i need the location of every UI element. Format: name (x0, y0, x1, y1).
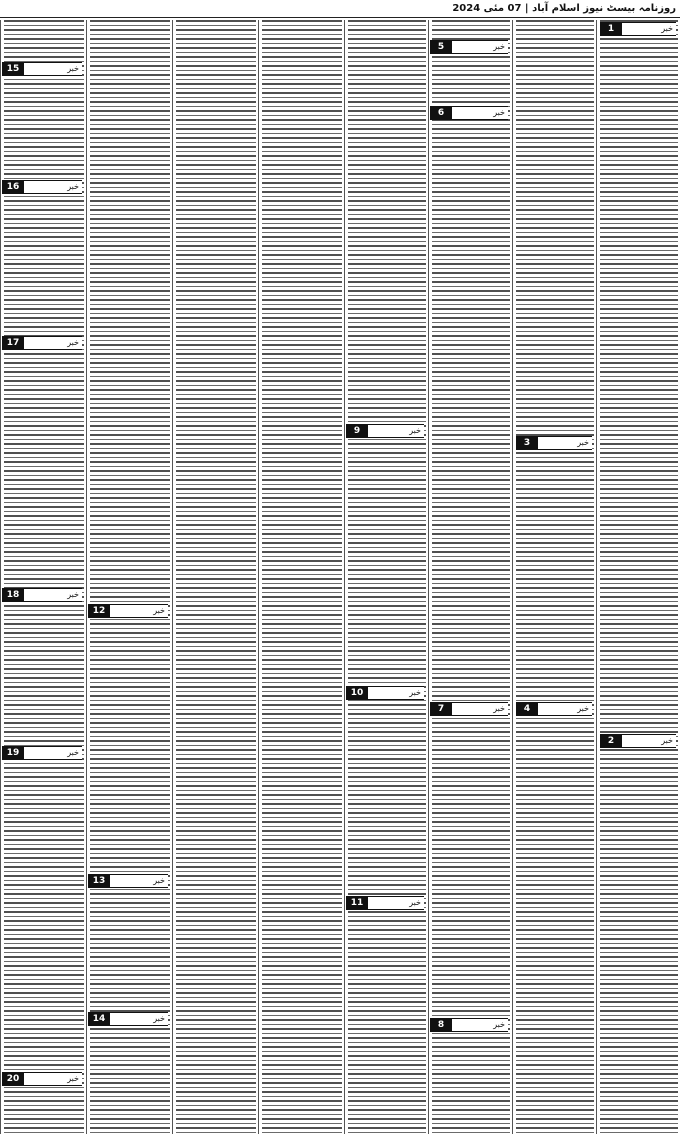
story-number: 6 (430, 107, 452, 119)
story-label: خبر (110, 875, 168, 887)
story-number: 17 (2, 337, 24, 349)
story-number: 2 (600, 735, 622, 747)
text-column-1 (596, 20, 680, 1134)
story-badge (346, 424, 424, 438)
story-badge (516, 436, 592, 450)
story-label: خبر (452, 1019, 508, 1031)
story-badge (2, 62, 82, 76)
story-badge (600, 22, 676, 36)
story-label: خبر (452, 41, 508, 53)
story-badge (88, 1012, 168, 1026)
story-badge (2, 1072, 82, 1086)
story-badge (2, 336, 82, 350)
story-badge (430, 1018, 508, 1032)
story-label: خبر (622, 735, 676, 747)
story-label: خبر (24, 589, 82, 601)
story-badge (430, 106, 508, 120)
story-number: 14 (88, 1013, 110, 1025)
story-label: خبر (538, 703, 592, 715)
text-column-3 (428, 20, 513, 1134)
story-label: خبر (110, 605, 168, 617)
story-number: 10 (346, 687, 368, 699)
story-badge (430, 702, 508, 716)
story-number: 15 (2, 63, 24, 75)
story-badge (346, 686, 424, 700)
story-label: خبر (538, 437, 592, 449)
story-label: خبر (24, 63, 82, 75)
story-badge (346, 896, 424, 910)
story-label: خبر (24, 181, 82, 193)
text-column-5 (258, 20, 345, 1134)
story-number: 13 (88, 875, 110, 887)
story-label: خبر (368, 897, 424, 909)
story-number: 5 (430, 41, 452, 53)
story-badge (516, 702, 592, 716)
story-badge (88, 874, 168, 888)
story-number: 18 (2, 589, 24, 601)
story-badge (88, 604, 168, 618)
story-number: 8 (430, 1019, 452, 1031)
story-label: خبر (622, 23, 676, 35)
story-label: خبر (452, 107, 508, 119)
header-rule (0, 17, 680, 18)
story-label: خبر (110, 1013, 168, 1025)
story-label: خبر (368, 425, 424, 437)
story-number: 12 (88, 605, 110, 617)
story-badge (2, 588, 82, 602)
story-number: 3 (516, 437, 538, 449)
text-column-6 (172, 20, 259, 1134)
story-label: خبر (24, 337, 82, 349)
story-number: 4 (516, 703, 538, 715)
newspaper-header: روزنامہ بیسٹ نیوز اسلام آباد | 07 مئی 2024 (452, 3, 676, 14)
story-number: 20 (2, 1073, 24, 1085)
text-column-4 (344, 20, 429, 1134)
story-label: خبر (24, 747, 82, 759)
story-badge (600, 734, 676, 748)
text-column-7 (86, 20, 173, 1134)
story-number: 7 (430, 703, 452, 715)
story-label: خبر (452, 703, 508, 715)
text-column-2 (512, 20, 597, 1134)
story-badge (430, 40, 508, 54)
story-number: 19 (2, 747, 24, 759)
story-number: 16 (2, 181, 24, 193)
story-badge (2, 180, 82, 194)
story-label: خبر (368, 687, 424, 699)
story-number: 9 (346, 425, 368, 437)
story-number: 1 (600, 23, 622, 35)
story-number: 11 (346, 897, 368, 909)
story-label: خبر (24, 1073, 82, 1085)
story-badge (2, 746, 82, 760)
